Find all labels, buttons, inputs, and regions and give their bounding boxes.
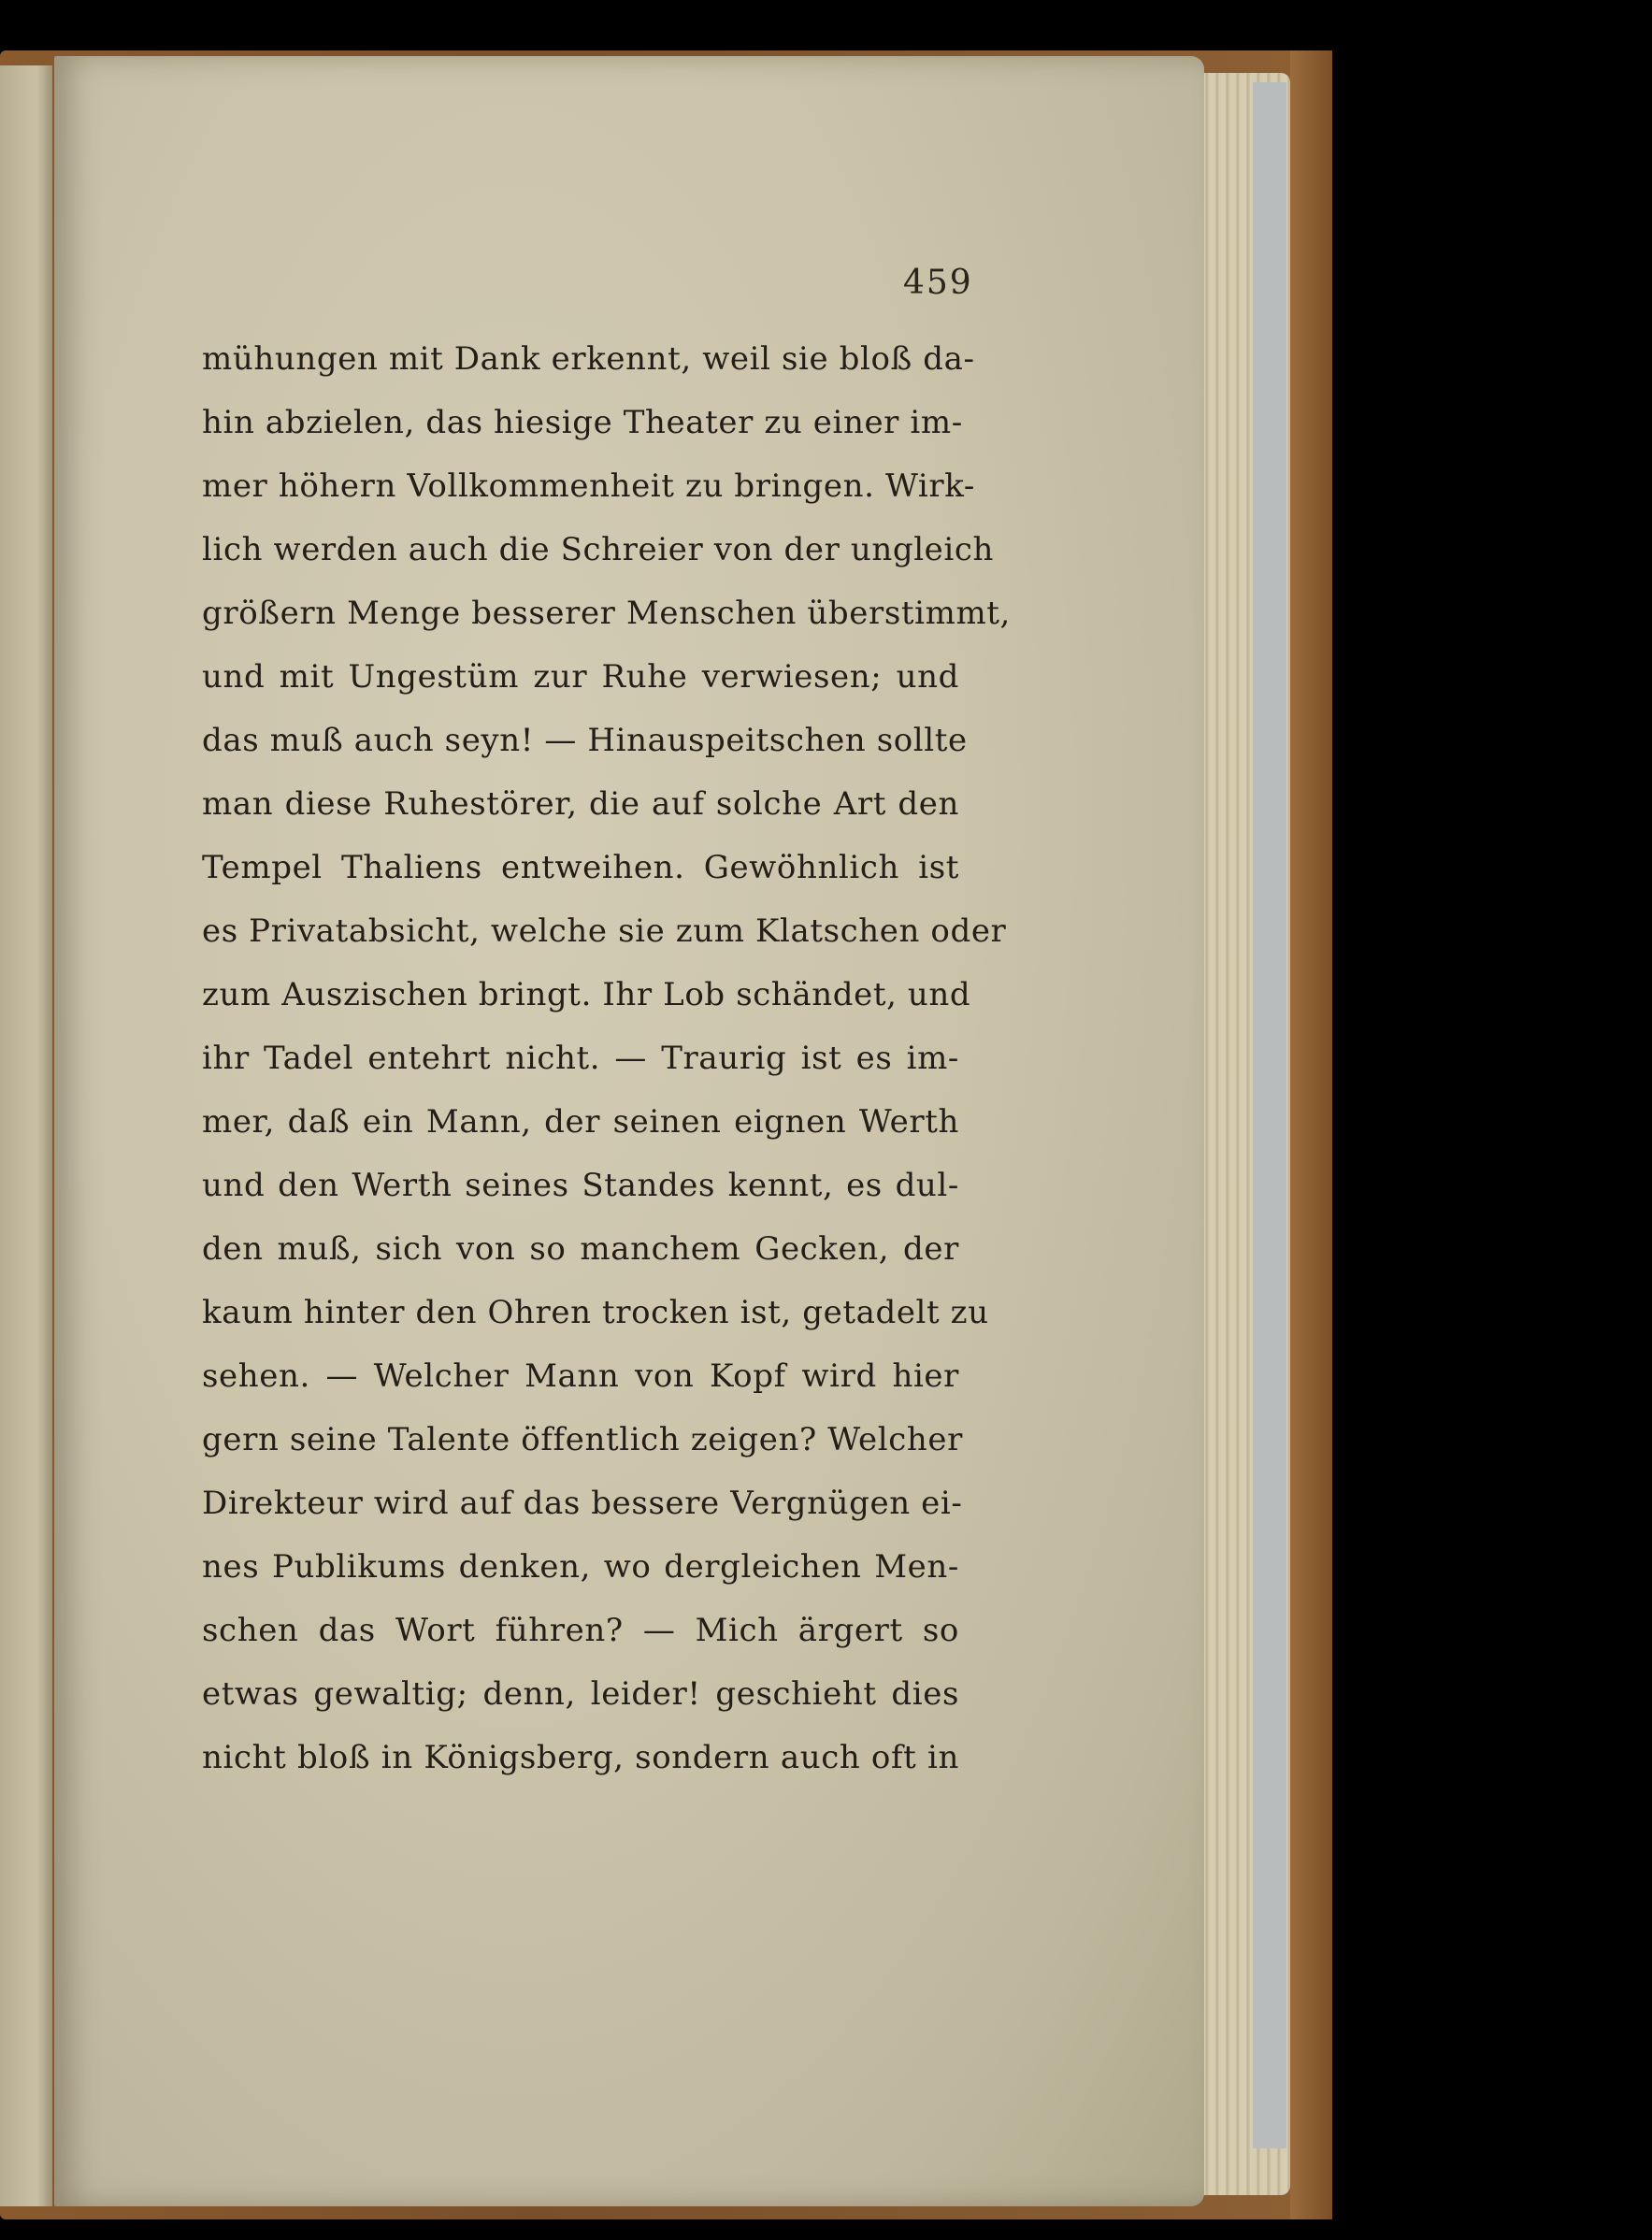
text-line-14: und den Werth seines Standes kennt, es dul- bbox=[202, 1167, 959, 1204]
text-line-1: mühungen mit Dank erkennt, weil sie bloß da- bbox=[202, 340, 975, 378]
book-cover-edge bbox=[1290, 50, 1332, 2219]
text-line-7: das muß auch seyn! — Hinauspeitschen sollte bbox=[202, 722, 968, 759]
text-line-23: nicht bloß in Königsberg, sondern auch oft in bbox=[202, 1739, 959, 1776]
text-line-15: den muß, sich von so manchem Gecken, der bbox=[202, 1230, 959, 1268]
text-line-21: schen das Wort führen? — Mich ärgert so bbox=[202, 1612, 959, 1649]
page-number: 459 bbox=[903, 264, 973, 302]
text-line-8: man diese Ruhestörer, die auf solche Art den bbox=[202, 785, 959, 823]
endpaper-sheet bbox=[1253, 82, 1286, 2148]
text-line-19: Direkteur wird auf das bessere Vergnügen ei- bbox=[202, 1485, 963, 1522]
previous-page-edge bbox=[0, 65, 52, 2206]
page-text bbox=[202, 327, 1011, 1789]
text-line-9: Tempel Thaliens entweihen. Gewöhnlich ist bbox=[202, 849, 959, 886]
text-line-18: gern seine Talente öffentlich zeigen? Welcher bbox=[202, 1421, 963, 1458]
text-line-16: kaum hinter den Ohren trocken ist, getadelt zu bbox=[202, 1294, 989, 1331]
text-line-11: zum Auszischen bringt. Ihr Lob schändet, und bbox=[202, 976, 971, 1013]
text-line-17: sehen. — Welcher Mann von Kopf wird hier bbox=[202, 1357, 959, 1395]
text-line-13: mer, daß ein Mann, der seinen eignen Werth bbox=[202, 1103, 959, 1141]
text-line-10: es Privatabsicht, welche sie zum Klatschen oder bbox=[202, 912, 1007, 950]
text-line-6: und mit Ungestüm zur Ruhe verwiesen; und bbox=[202, 658, 959, 696]
text-line-12: ihr Tadel entehrt nicht. — Traurig ist es im- bbox=[202, 1040, 959, 1077]
text-line-4: lich werden auch die Schreier von der ungleich bbox=[202, 531, 995, 568]
text-line-3: mer höhern Vollkommenheit zu bringen. Wirk- bbox=[202, 467, 975, 505]
text-line-20: nes Publikums denken, wo dergleichen Men- bbox=[202, 1548, 959, 1586]
text-line-2: hin abzielen, das hiesige Theater zu einer im- bbox=[202, 404, 963, 441]
book-page bbox=[54, 56, 1204, 2206]
text-line-22: etwas gewaltig; denn, leider! geschieht dies bbox=[202, 1675, 959, 1713]
text-line-5: größern Menge besserer Menschen überstimmt, bbox=[202, 595, 1011, 632]
